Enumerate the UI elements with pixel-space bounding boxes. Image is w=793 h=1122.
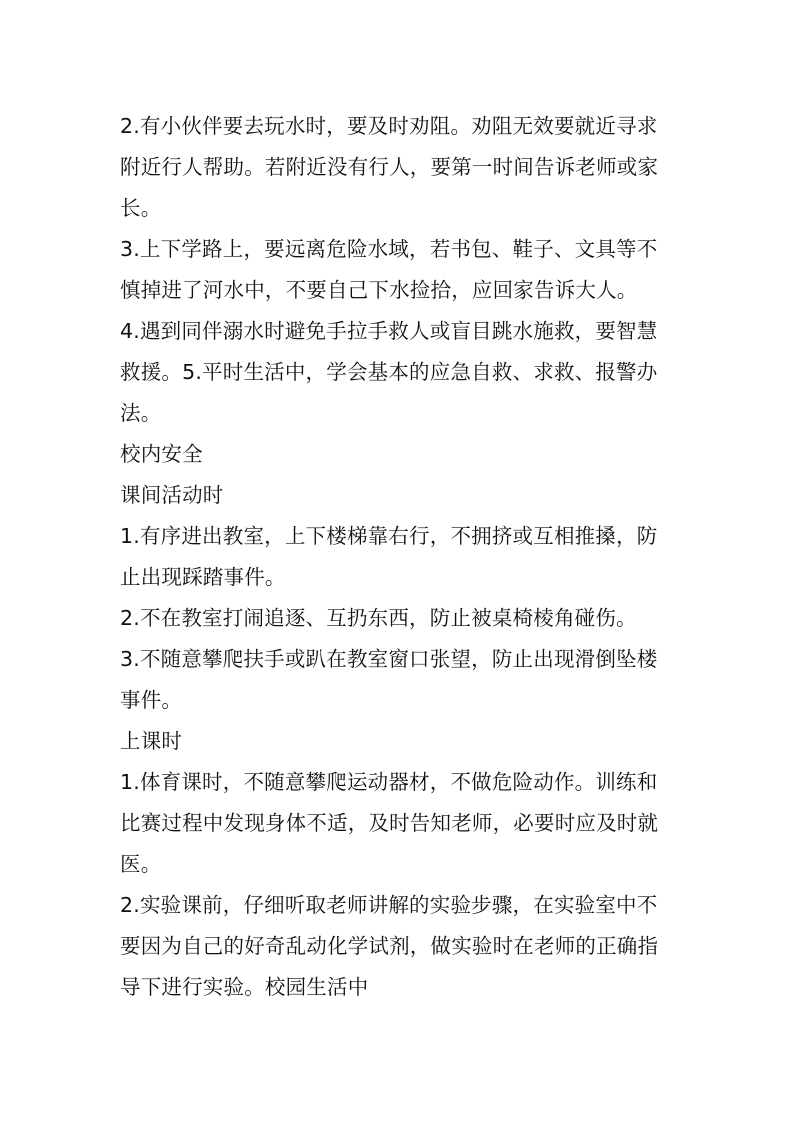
text-line: 救援。5.平时生活中，学会基本的应急自救、求救、报警办: [120, 360, 658, 384]
text-line: 长。: [120, 196, 162, 220]
text-line: 医。: [120, 852, 162, 876]
document-body: [120, 106, 680, 1008]
text-line: 事件。: [120, 688, 183, 712]
text-line: 4.遇到同伴溺水时避免手拉手救人或盲目跳水施救，要智慧: [120, 319, 658, 343]
subheading-in-class: 上课时: [120, 729, 183, 753]
subheading-break-activities: 课间活动时: [120, 483, 224, 507]
section-heading-campus-safety: 校内安全: [120, 442, 203, 466]
text-line: 导下进行实验。校园生活中: [120, 975, 369, 999]
text-line: 1.有序进出教室，上下楼梯靠右行，不拥挤或互相推搡，防: [120, 524, 658, 548]
text-line: 3.上下学路上，要远离危险水域，若书包、鞋子、文具等不: [120, 237, 658, 261]
text-line: 比赛过程中发现身体不适，及时告知老师，必要时应及时就: [120, 811, 659, 835]
text-line: 2.实验课前，仔细听取老师讲解的实验步骤，在实验室中不: [120, 893, 658, 917]
text-line: 慎掉进了河水中，不要自己下水捡拾，应回家告诉大人。: [120, 278, 638, 302]
text-line: 法。: [120, 401, 162, 425]
text-line: 2.有小伙伴要去玩水时，要及时劝阻。劝阻无效要就近寻求: [120, 114, 658, 138]
text-line: 要因为自己的好奇乱动化学试剂，做实验时在老师的正确指: [120, 934, 659, 958]
text-line: 1.体育课时，不随意攀爬运动器材，不做危险动作。训练和: [120, 770, 658, 794]
text-line: 3.不随意攀爬扶手或趴在教室窗口张望，防止出现滑倒坠楼: [120, 647, 658, 671]
text-line: 2.不在教室打闹追逐、互扔东西，防止被桌椅棱角碰伤。: [120, 606, 637, 630]
text-line: 止出现踩踏事件。: [120, 565, 286, 589]
text-line: 附近行人帮助。若附近没有行人，要第一时间告诉老师或家: [120, 155, 659, 179]
